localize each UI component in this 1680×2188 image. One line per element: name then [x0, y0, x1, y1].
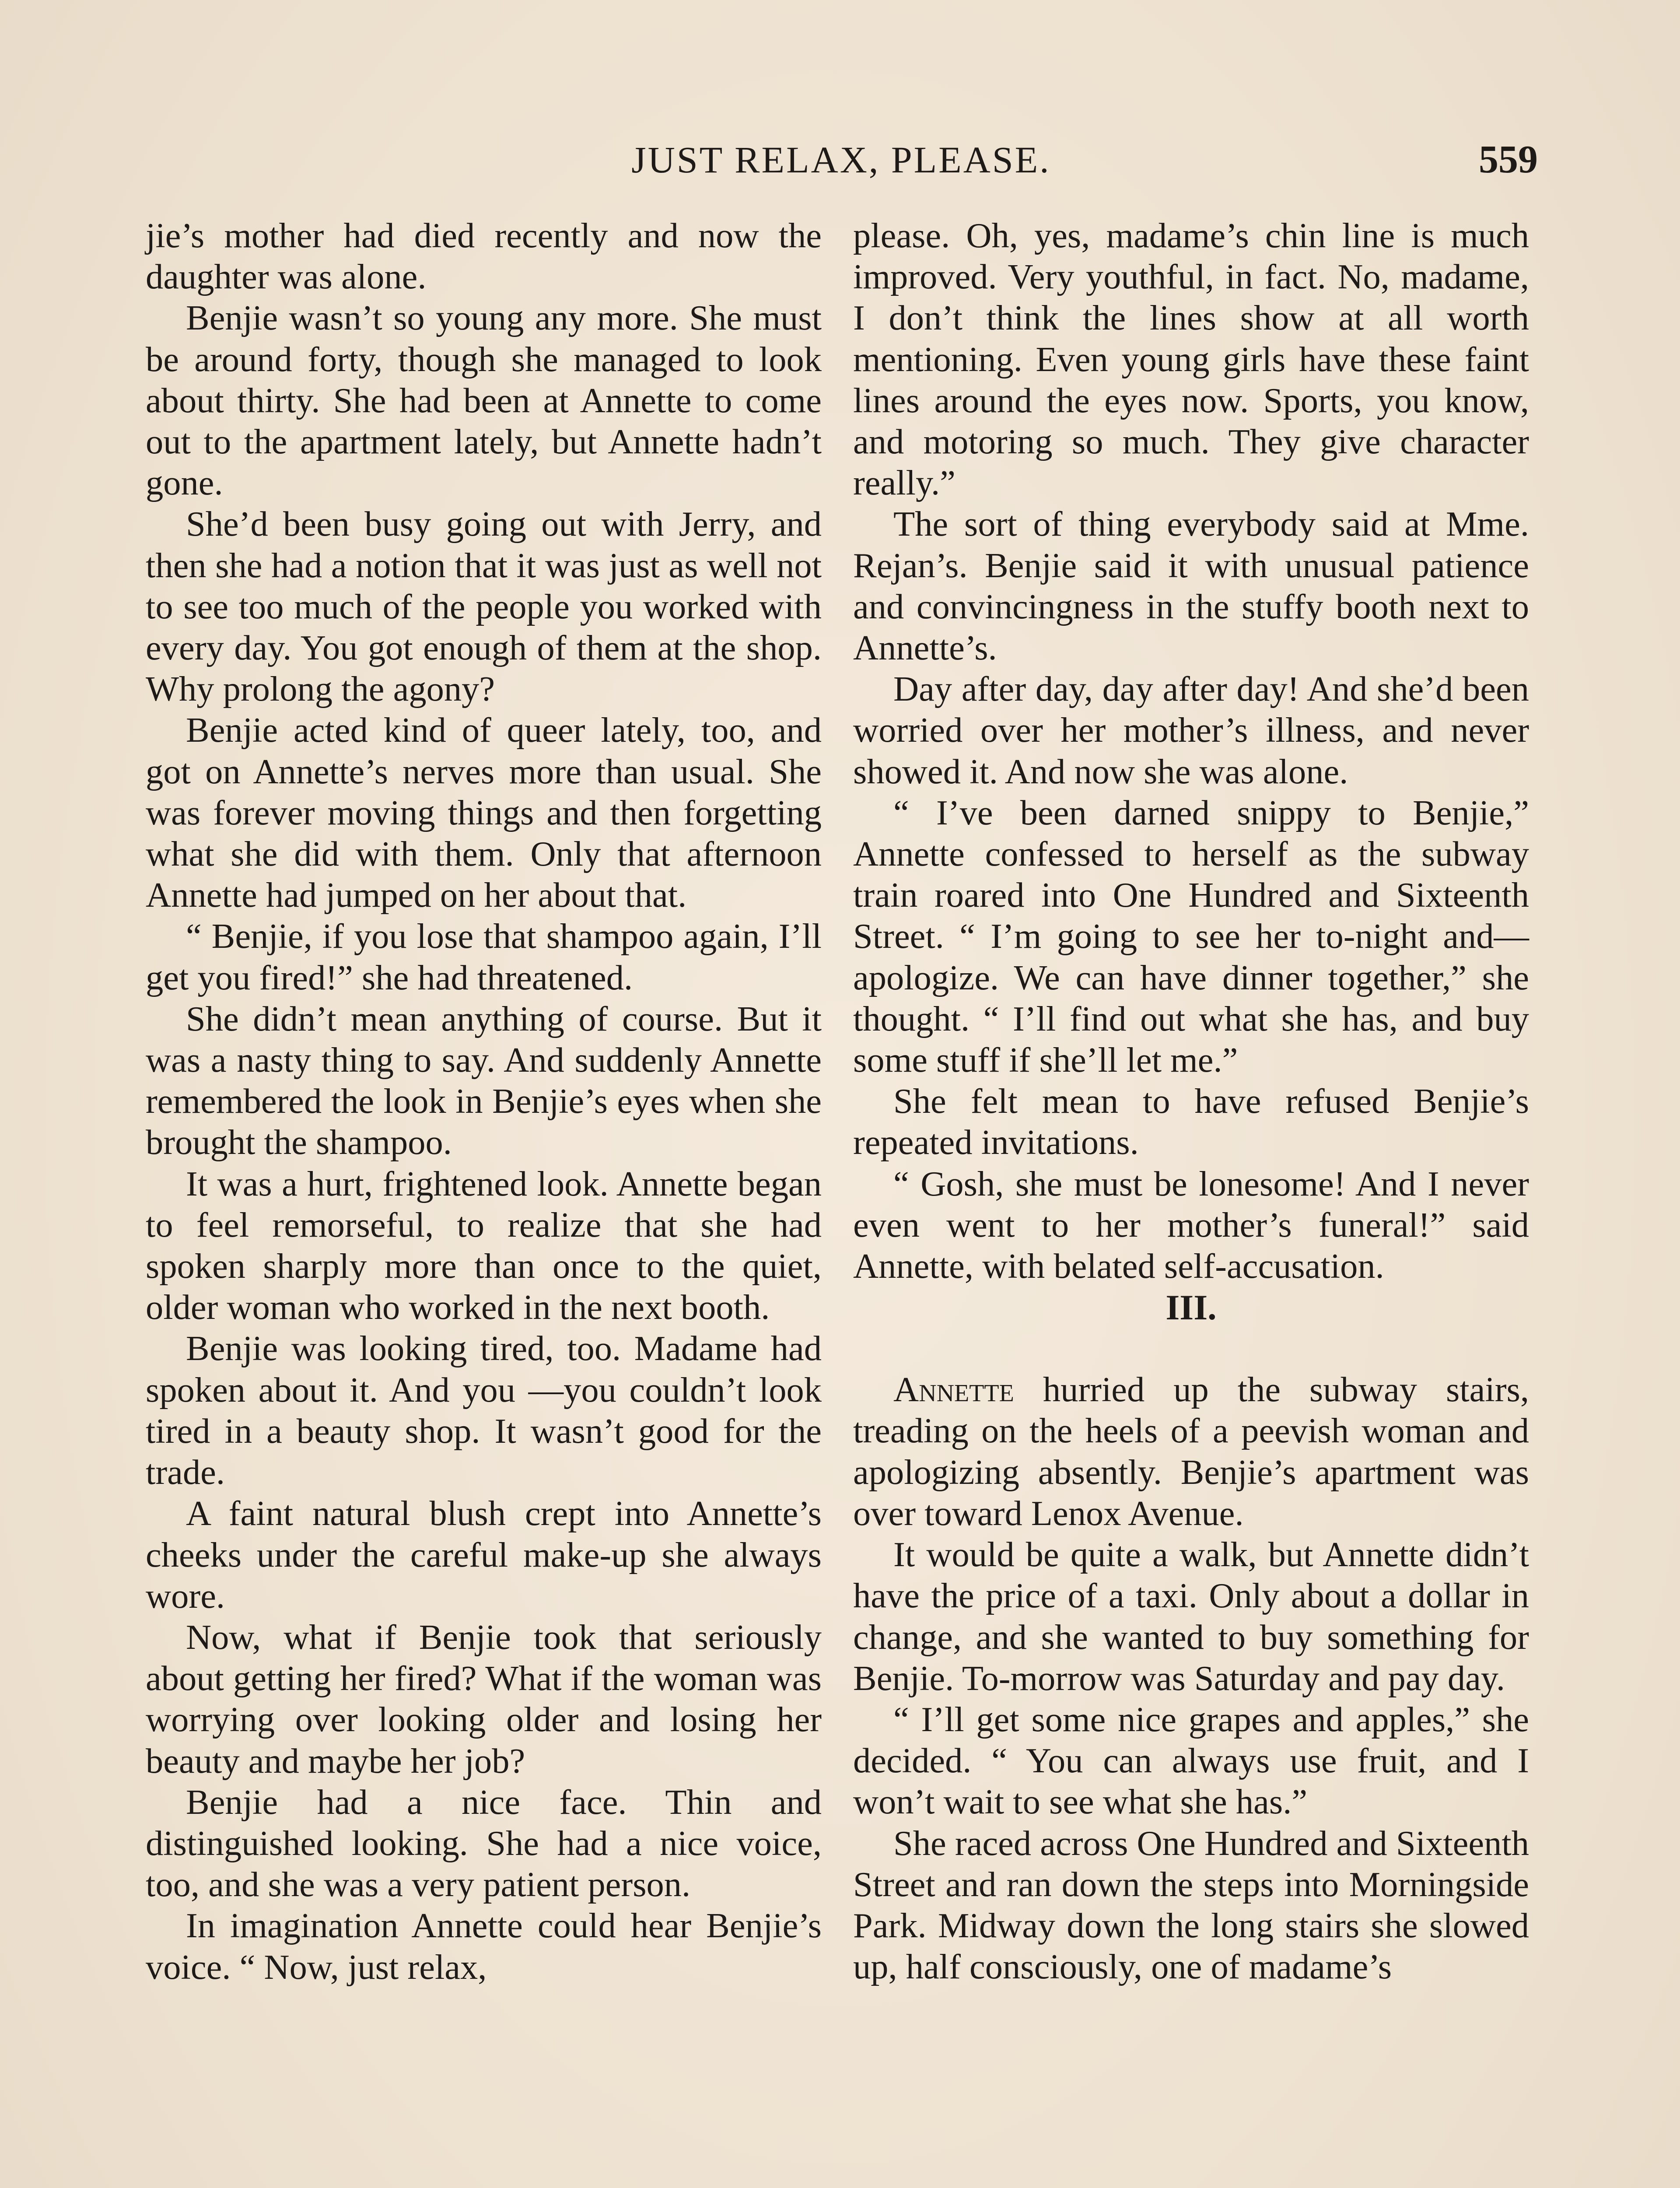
paragraph: “ I’ll get some nice grapes and apples,” she decided. “ You can always use fruit, and I won’t wait to see what she has.” [853, 1700, 1529, 1822]
paragraph: She felt mean to have refused Benjie’s repeated invitations. [853, 1082, 1529, 1162]
section-heading: III. [1166, 1287, 1217, 1328]
paragraph: please. Oh, yes, madame’s chin line is much improved. Very youthful, in fact. No, madame, I don’t think the lines show at all worth mentioning. Even young girls have these faint lines around the eyes now. Sports, you know, and motoring so much. They give character really.” [853, 216, 1529, 503]
page-header [144, 133, 1538, 186]
paragraph: Now, what if Benjie took that seriously about getting her fired? What if the woman was worrying over looking older and losing her beauty and maybe her job? [146, 1617, 822, 1781]
lead-rest: hurried up the subway stairs, treading on the heels of a peevish woman and apologizing absently. Benjie’s apartment was over toward Lenox Avenue. [853, 1370, 1529, 1533]
paragraph: Day after day, day after day! And she’d been worried over her mother’s illness, and never showed it. And now she was alone. [853, 670, 1529, 791]
paragraph: Benjie was looking tired, too. Madame had spoken about it. And you —you couldn’t look tired in a beauty shop. It wasn’t good for the trade. [146, 1329, 822, 1492]
paragraph: The sort of thing everybody said at Mme. Rejan’s. Benjie said it with unusual patience and convincingness in the stuffy booth next to Annette’s. [853, 505, 1529, 668]
paragraph: It was a hurt, frightened look. Annette began to feel remorseful, to realize that she had spoken sharply more than once to the quiet, older woman who worked in the next booth. [146, 1164, 822, 1327]
paragraph: In imagination Annette could hear Benjie’s voice. “ Now, just relax, [146, 1906, 822, 1987]
paragraph: Benjie had a nice face. Thin and distinguished looking. She had a nice voice, too, and she was a very patient person. [146, 1782, 822, 1904]
section-opening-paragraph [853, 1369, 1529, 1534]
paragraph: She’d been busy going out with Jerry, and then she had a notion that it was just as well not to see too much of the people you worked with every day. You got enough of them at the shop. Why prolong the agony? [146, 505, 822, 709]
paragraph: She didn’t mean anything of course. But it was a nasty thing to say. And suddenly Annette remembered the look in Benjie’s eyes when she brought the shampoo. [146, 999, 822, 1162]
paragraph: “ Gosh, she must be lonesome! And I never even went to her mother’s funeral!” said Annette, with belated self-accusation. [853, 1164, 1529, 1286]
paragraph: “ I’ve been darned snippy to Benjie,” Annette confessed to herself as the subway train roared into One Hundred and Sixteenth Street. “ I’m going to see her to-night and—apologize. We can have dinner together,” she thought. “ I’ll find out what she has, and buy some stuff if she’ll let me.” [853, 793, 1529, 1080]
paragraph: jie’s mother had died recently and now the daughter was alone. [146, 216, 822, 297]
paragraph: Benjie acted kind of queer lately, too, and got on Annette’s nerves more than usual. She was forever moving things and then forgetting what she did with them. Only that afternoon Annette had jumped on her about that. [146, 711, 822, 915]
paragraph: “ Benjie, if you lose that shampoo again, I’ll get you fired!” she had threatened. [146, 917, 822, 997]
lead-word: Annette [893, 1370, 1014, 1410]
paragraph: Benjie wasn’t so young any more. She must be around forty, though she managed to look about thirty. She had been at Annette to come out to the apartment lately, but Annette hadn’t gone. [146, 298, 822, 503]
page-number: 559 [1479, 138, 1538, 181]
running-title: JUST RELAX, PLEASE. [631, 139, 1051, 181]
left-text-column [146, 215, 822, 1988]
paragraph: She raced across One Hundred and Sixteenth Street and ran down the steps into Morningside Park. Midway down the long stairs she slowed up, half consciously, one of madame’s [853, 1823, 1530, 1987]
right-text-column [853, 215, 1529, 1988]
paragraph: It would be quite a walk, but Annette didn’t have the price of a taxi. Only about a dollar in change, and she wanted to buy something for Benjie. To-morrow was Saturday and pay day. [853, 1535, 1529, 1698]
paragraph: A faint natural blush crept into Annette’s cheeks under the careful make-up she always wore. [146, 1494, 822, 1616]
